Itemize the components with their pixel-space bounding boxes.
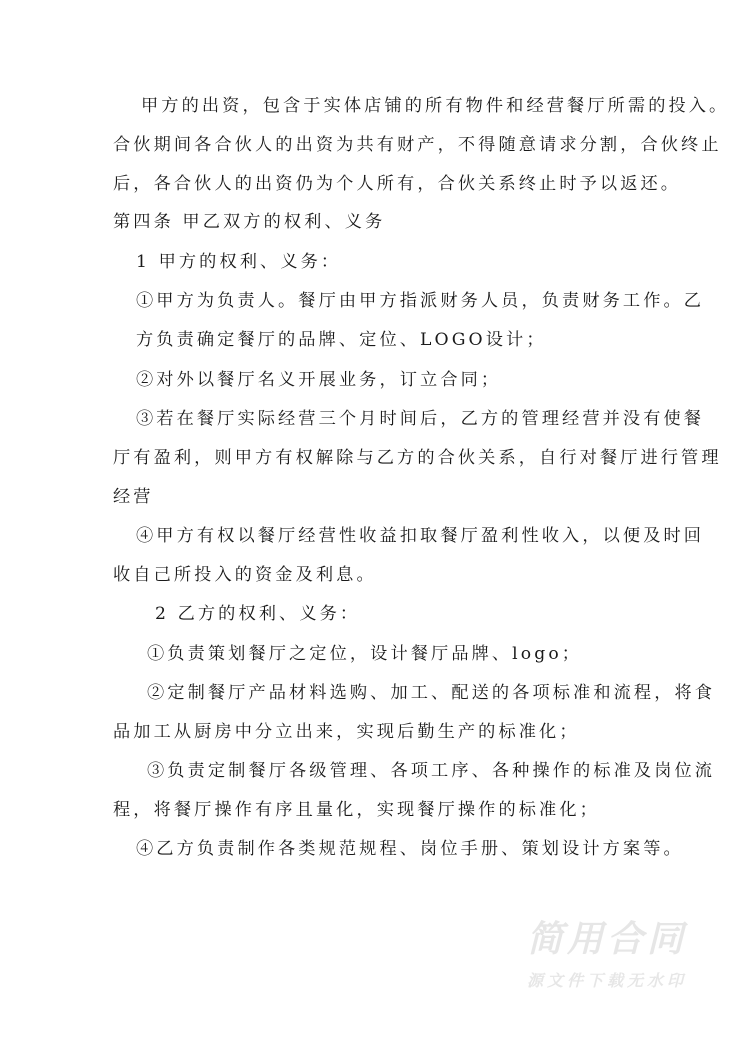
watermark-tagline: 源文件下载无水印 bbox=[526, 971, 687, 990]
paragraph-line: ①负责策划餐厅之定位，设计餐厅品牌、logo； bbox=[147, 644, 583, 664]
paragraph-line: 厅有盈利，则甲方有权解除与乙方的合伙关系，自行对餐厅进行管理 bbox=[113, 448, 722, 468]
paragraph-line: ④乙方负责制作各类规范规程、岗位手册、策划设计方案等。 bbox=[136, 839, 684, 859]
watermark bbox=[512, 918, 702, 994]
paragraph-line: 方负责确定餐厅的品牌、定位、LOGO设计； bbox=[136, 330, 547, 350]
paragraph-line: ④甲方有权以餐厅经营性收益扣取餐厅盈利性收入，以便及时回 bbox=[136, 526, 705, 546]
paragraph-line: 2 乙方的权利、义务： bbox=[155, 604, 361, 624]
paragraph-line: 1 甲方的权利、义务： bbox=[136, 252, 342, 272]
paragraph-line: 收自己所投入的资金及利息。 bbox=[113, 565, 377, 585]
paragraph-line: ②对外以餐厅名义开展业务，订立合同； bbox=[136, 370, 502, 390]
paragraph-line: 程，将餐厅操作有序且量化，实现餐厅操作的标准化； bbox=[113, 800, 600, 820]
paragraph-line: 合伙期间各合伙人的出资为共有财产，不得随意请求分割，合伙终止 bbox=[113, 135, 722, 155]
paragraph-line: ③负责定制餐厅各级管理、各项工序、各种操作的标准及岗位流 bbox=[147, 761, 716, 781]
paragraph-line: 品加工从厨房中分立出来，实现后勤生产的标准化； bbox=[113, 722, 580, 742]
paragraph-line: ③若在餐厅实际经营三个月时间后，乙方的管理经营并没有使餐 bbox=[136, 409, 705, 429]
paragraph-line: ①甲方为负责人。餐厅由甲方指派财务人员，负责财务工作。乙 bbox=[136, 291, 705, 311]
paragraph-line: 经营 bbox=[113, 487, 154, 507]
paragraph-line: ②定制餐厅产品材料选购、加工、配送的各项标准和流程，将食 bbox=[147, 683, 716, 703]
paragraph-line: 后，各合伙人的出资仍为个人所有，合伙关系终止时予以返还。 bbox=[113, 174, 682, 194]
watermark-brand: 简用合同 bbox=[526, 919, 687, 960]
paragraph-line: 甲方的出资，包含于实体店铺的所有物件和经营餐厅所需的投入。 bbox=[141, 96, 730, 116]
paragraph-line: 第四条 甲乙双方的权利、义务 bbox=[113, 212, 386, 232]
